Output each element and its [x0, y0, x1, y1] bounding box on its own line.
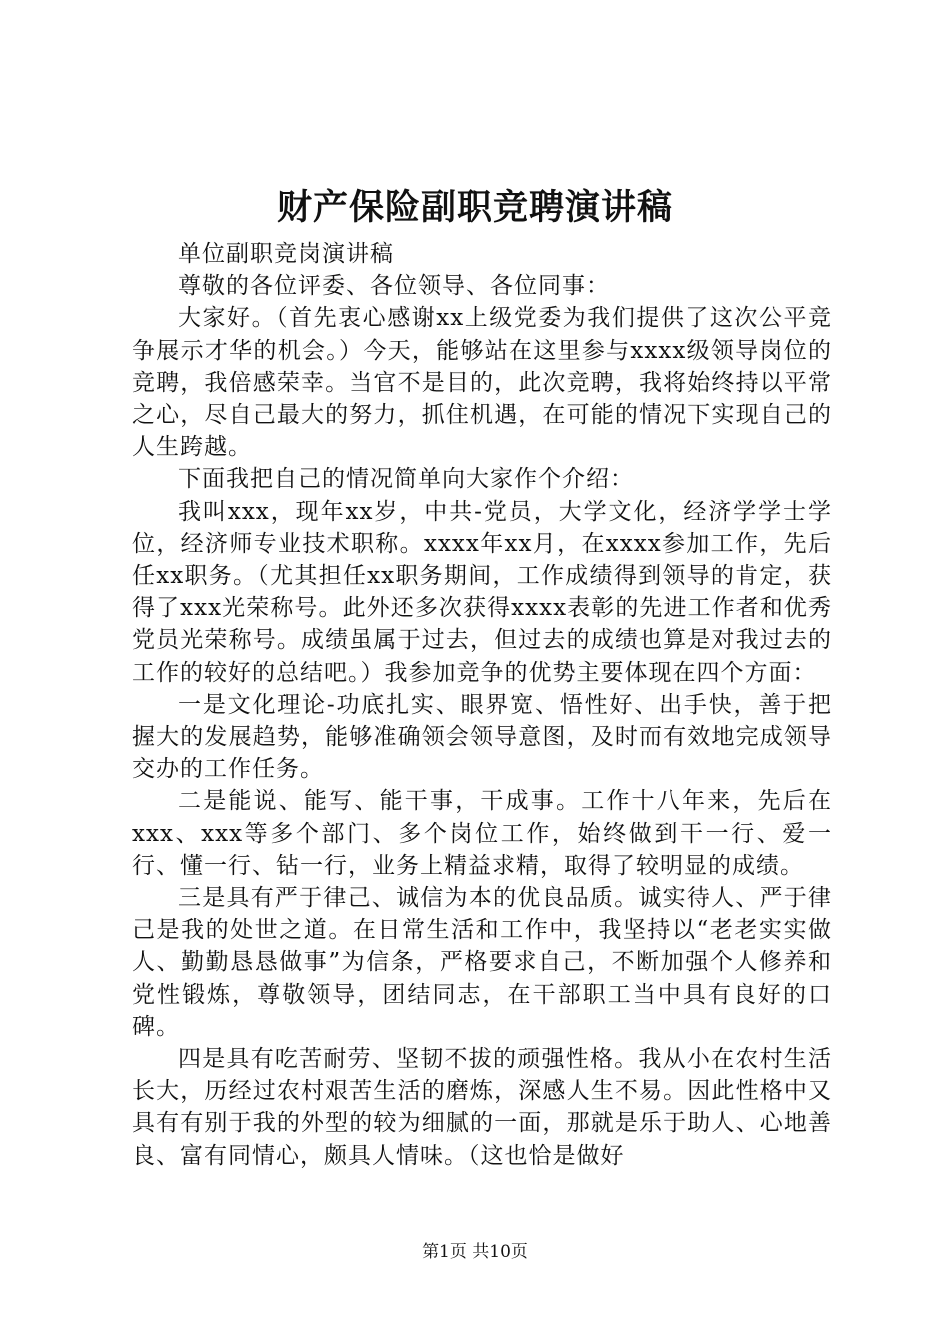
document-body [132, 238, 832, 1172]
paragraph-intro: 下面我把自己的情况简单向大家作个介绍： [178, 466, 634, 493]
paragraph-subtitle: 单位副职竞岗演讲稿 [178, 241, 394, 267]
paragraph-advantage-four: 四是具有吃苦耐劳、坚韧不拔的顽强性格。我从小在农村生活长大，历经过农村艰苦生活的磨炼，深感人生不易。因此性格中又具有有别于我的外型的较为细腻的一面，那就是乐于助人、心地善良、富有同情心，颇具人情味。（这也恰是做好 [132, 1046, 832, 1169]
paragraph-advantage-one: 一是文化理论-功底扎实、眼界宽、悟性好、出手快，善于把握大的发展趋势，能够准确领会领导意图，及时而有效地完成领导交办的工作任务。 [132, 691, 832, 783]
paragraph-advantage-three: 三是具有严于律己、诚信为本的优良品质。诚实待人、严于律己是我的处世之道。在日常生活和工作中，我坚持以“老老实实做人、勤勤恳恳做事”为信条，严格要求自己，不断加强个人修养和党性锻炼，尊敬领导，团结同志，在干部职工当中具有良好的口碑。 [132, 885, 832, 1040]
paragraph-salutation: 尊敬的各位评委、各位领导、各位同事： [178, 273, 610, 300]
paragraph-greeting: 大家好。（首先衷心感谢xx上级党委为我们提供了这次公平竞争展示才华的机会。）今天，能够站在这里参与xxxx级领导岗位的竞聘，我倍感荣幸。当官不是目的，此次竞聘，我将始终持以平常之心，尽自己最大的努力，抓住机遇，在可能的情况下实现自己的人生跨越。 [132, 305, 832, 461]
document-title: 财产保险副职竞聘演讲稿 [276, 187, 673, 228]
paragraph-self-introduction: 我叫xxx，现年xx岁，中共-党员，大学文化，经济学学士学位，经济师专业技术职称。xxxx年xx月，在xxxx参加工作，先后任xx职务。（尤其担任xx职务期间，工作成绩得到领导的肯定，获得了xxx光荣称号。此外还多次获得xxxx表彰的先进工作者和优秀党员光荣称号。成绩虽属于过去，但过去的成绩也算是对我过去的工作的较好的总结吧。）我参加竞争的优势主要体现在四个方面： [132, 498, 832, 686]
paragraph-advantage-two: 二是能说、能写、能干事，干成事。工作十八年来，先后在xxx、xxx等多个部门、多个岗位工作，始终做到干一行、爱一行、懂一行、钻一行，业务上精益求精，取得了较明显的成绩。 [132, 788, 832, 879]
page-number: 第1页 共10页 [422, 1242, 528, 1262]
